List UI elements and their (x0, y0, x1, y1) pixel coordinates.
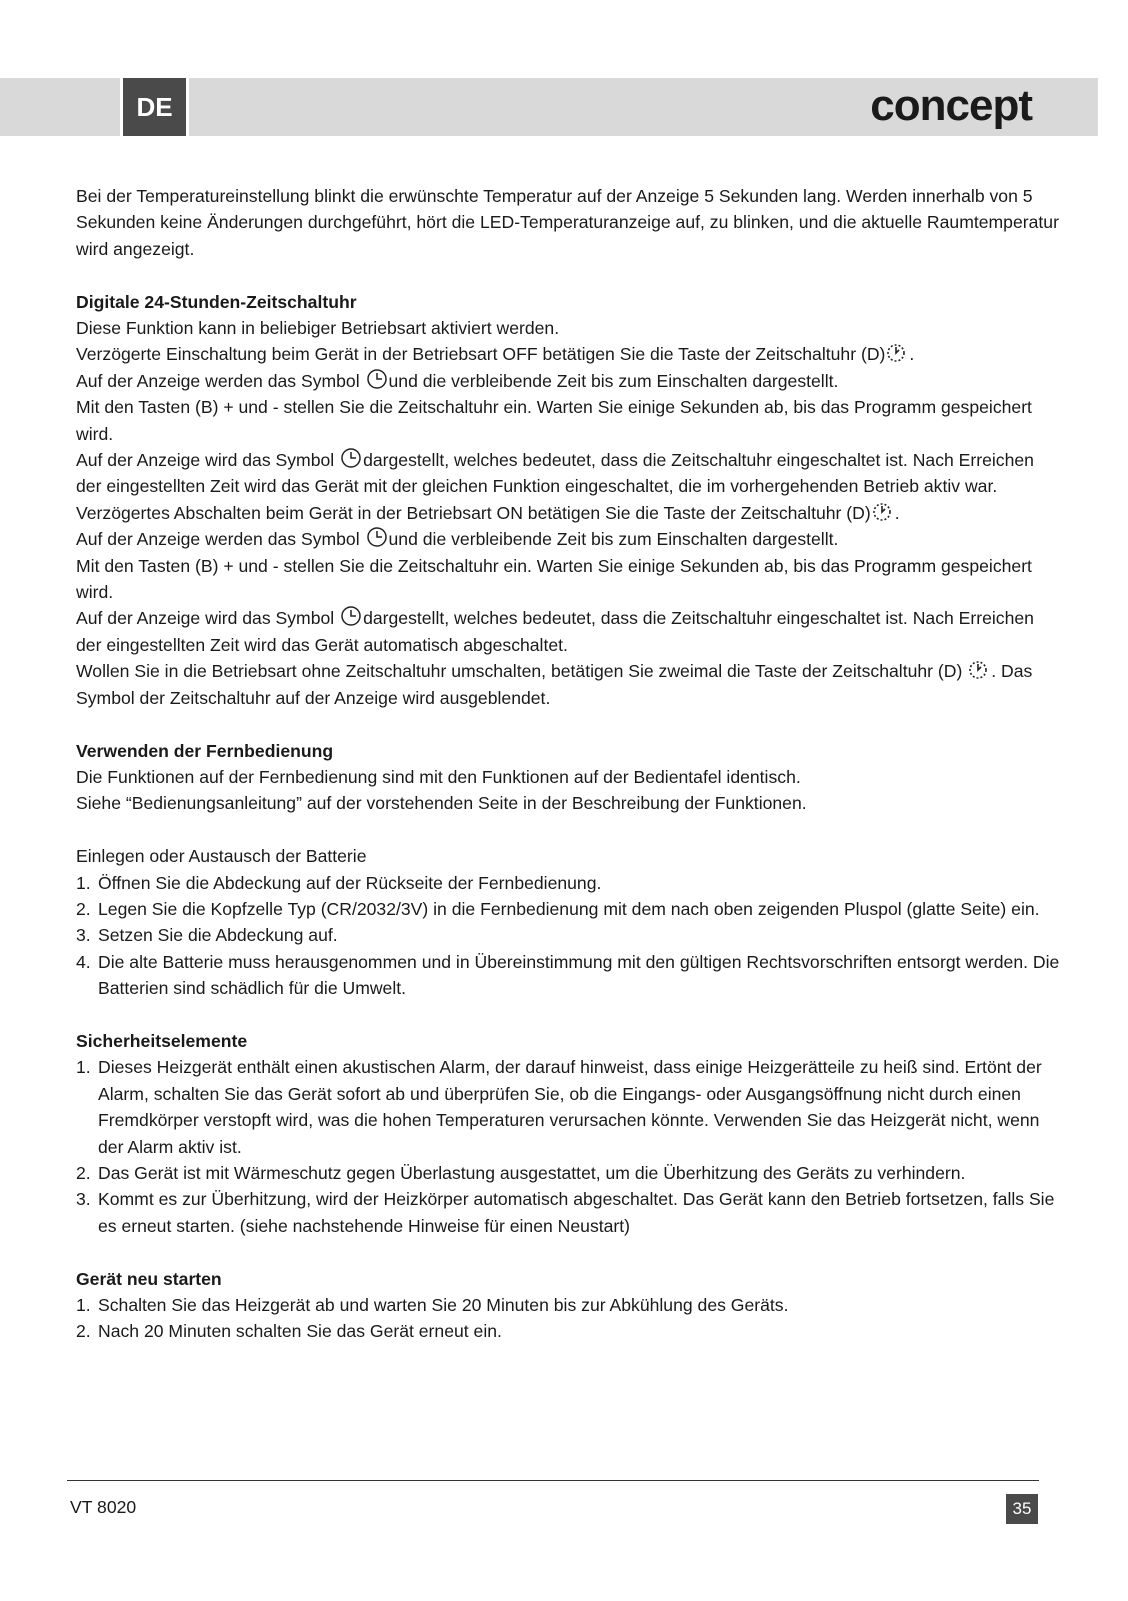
clock-icon (365, 368, 389, 390)
remote-line-1: Die Funktionen auf der Fernbedienung sind mit den Funktionen auf der Bedientafel identisch. (76, 766, 801, 787)
list-item: 3. Setzen Sie die Abdeckung auf. (76, 925, 338, 946)
timer-line-7: Auf der Anzeige werden das Symbol und die verbleibende Zeit bis zum Einschalten dargestellt. (76, 526, 1060, 552)
timer-line-4: Mit den Tasten (B) + und - stellen Sie die Zeitschaltuhr ein. Warten Sie einige Sekunden ab, bis das Programm gespeichert wird. (76, 397, 1032, 444)
list-item: 2. Nach 20 Minuten schalten Sie das Gerät erneut ein. (76, 1321, 502, 1342)
list-item: 4. Die alte Batterie muss herausgenommen und in Übereinstimmung mit den gültigen Rechtsvorschriften entsorgt werden. Die Batterien sind schädlich für die Umwelt. (76, 951, 1060, 999)
timer-line-6: Verzögertes Abschalten beim Gerät in der Betriebsart ON betätigen Sie die Taste der Zeitschaltuhr (D) . (76, 500, 1060, 526)
clock-icon (339, 447, 363, 469)
timer-heading: Digitale 24-Stunden-Zeitschaltuhr (76, 291, 357, 312)
remote-heading: Verwenden der Fernbedienung (76, 740, 334, 761)
list-item: 1. Schalten Sie das Heizgerät ab und warten Sie 20 Minuten bis zur Abkühlung des Geräts. (76, 1294, 789, 1315)
timer-dotted-clock-icon (871, 500, 895, 522)
restart-heading: Gerät neu starten (76, 1268, 222, 1289)
timer-dotted-clock-icon (885, 341, 909, 363)
list-item: 1. Öffnen Sie die Abdeckung auf der Rückseite der Fernbedienung. (76, 872, 602, 893)
safety-list (76, 1054, 1060, 1239)
timer-dotted-clock-icon (967, 658, 991, 680)
footer-divider (67, 1480, 1039, 1481)
battery-list (76, 870, 1060, 1002)
brand-logo: concept (870, 81, 1032, 130)
timer-line-3: Auf der Anzeige werden das Symbol und die verbleibende Zeit bis zum Einschalten dargestellt. (76, 368, 1060, 394)
timer-line-9: Auf der Anzeige wird das Symbol dargestellt, welches bedeutet, dass die Zeitschaltuhr eingeschaltet ist. Nach Erreichen der eingestellten Zeit wird das Gerät automatisch abgeschaltet. (76, 605, 1060, 658)
list-item: 1. Dieses Heizgerät enthält einen akustischen Alarm, der darauf hinweist, dass einige Heizgerätteile zu heiß sind. Ertönt der Alarm, schalten Sie das Gerät sofort ab und überprüfen Sie, ob die Eingangs- oder Ausgangsöffnung nicht durch einen Fremdkörper verstopft wird, was die hohen Temperaturen verursachen könnte. Verwenden Sie das Heizgerät nicht, wenn der Alarm aktiv ist. (76, 1057, 1042, 1157)
timer-line-5: Auf der Anzeige wird das Symbol dargestellt, welches bedeutet, dass die Zeitschaltuhr eingeschaltet ist. Nach Erreichen der eingestellten Zeit wird das Gerät mit der gleichen Funktion eingeschaltet, die im vorhergehenden Betrieb aktiv war. (76, 447, 1060, 500)
battery-title: Einlegen oder Austausch der Batterie (76, 846, 367, 867)
intro-paragraph: Bei der Temperatureinstellung blinkt die erwünschte Temperatur auf der Anzeige 5 Sekunden lang. Werden innerhalb von 5 Sekunden keine Änderungen durchgeführt, hört die LED-Temperaturanzeige auf, zu blinken, und die aktuelle Raumtemperatur wird angezeigt. (76, 186, 1059, 259)
timer-line-8: Mit den Tasten (B) + und - stellen Sie die Zeitschaltuhr ein. Warten Sie einige Sekunden ab, bis das Programm gespeichert wird. (76, 555, 1032, 603)
restart-list (76, 1292, 1060, 1345)
list-item: 3. Kommt es zur Überhitzung, wird der Heizkörper automatisch abgeschaltet. Das Gerät kann den Betrieb fortsetzen, falls Sie es erneut starten. (siehe nachstehende Hinweise für einen Neustart) (76, 1189, 1055, 1236)
clock-icon (365, 526, 389, 548)
page-number: 35 (1006, 1494, 1038, 1524)
list-item: 2. Das Gerät ist mit Wärmeschutz gegen Überlastung ausgestattet, um die Überhitzung des Geräts zu verhindern. (76, 1162, 966, 1183)
timer-line-1: Diese Funktion kann in beliebiger Betriebsart aktiviert werden. (76, 318, 560, 339)
clock-icon (339, 605, 363, 627)
timer-line-2: Verzögerte Einschaltung beim Gerät in der Betriebsart OFF betätigen Sie die Taste der Zeitschaltuhr (D) . (76, 341, 1060, 367)
safety-heading: Sicherheitselemente (76, 1030, 248, 1051)
list-item: 2. Legen Sie die Kopfzelle Typ (CR/2032/3V) in die Fernbedienung mit dem nach oben zeigenden Pluspol (glatte Seite) ein. (76, 898, 1040, 919)
language-badge: DE (120, 78, 189, 136)
timer-line-10: Wollen Sie in die Betriebsart ohne Zeitschaltuhr umschalten, betätigen Sie zweimal die Taste der Zeitschaltuhr (D) . Das Symbol der Zeitschaltuhr auf der Anzeige wird ausgeblendet. (76, 658, 1060, 711)
remote-line-2: Siehe “Bedienungsanleitung” auf der vorstehenden Seite in der Beschreibung der Funktionen. (76, 793, 807, 814)
page-content (76, 183, 1060, 1345)
model-number: VT 8020 (70, 1497, 137, 1517)
